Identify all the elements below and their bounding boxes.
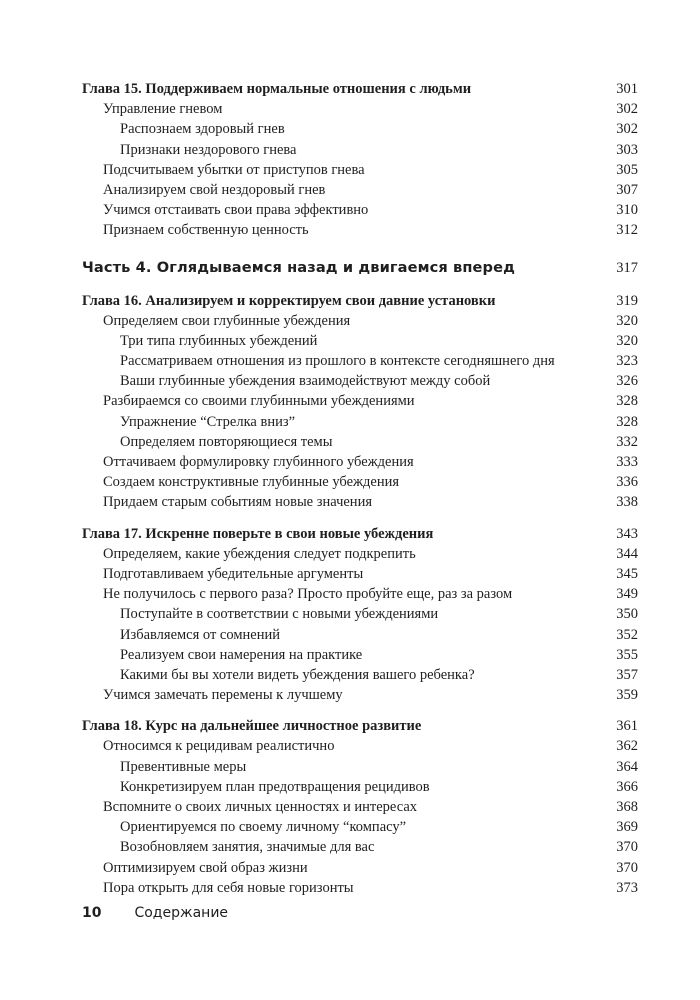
- toc-entry-title: Рассматриваем отношения из прошлого в контексте сегодняшнего дня: [120, 353, 555, 370]
- toc-entry-title: Подсчитываем убытки от приступов гнева: [103, 161, 365, 178]
- toc-page-number: 364: [616, 758, 638, 775]
- toc-page-number: 303: [616, 141, 638, 158]
- toc-entry-title: Определяем повторяющиеся темы: [120, 433, 333, 450]
- toc-entry-title: Оттачиваем формулировку глубинного убеждения: [103, 454, 414, 470]
- toc-chapter-18[interactable]: [82, 716, 638, 736]
- toc-entry[interactable]: [82, 220, 638, 240]
- toc-entry-title: Какими бы вы хотели видеть убеждения вашего ребенка?: [120, 666, 475, 683]
- toc-entry-title: Управление гневом: [103, 101, 223, 118]
- toc-entry-title: Признаем собственную ценность: [103, 222, 309, 239]
- toc-subentry[interactable]: [82, 351, 638, 371]
- toc-entry[interactable]: [82, 180, 638, 200]
- toc-page-number: 349: [616, 586, 638, 603]
- toc-page-number: 328: [616, 393, 638, 410]
- toc-page-number: 310: [616, 202, 638, 219]
- toc-page-number: 355: [616, 646, 638, 663]
- toc-subentry[interactable]: [82, 119, 638, 139]
- toc-chapter-15[interactable]: [82, 79, 638, 99]
- toc-entry[interactable]: [82, 858, 638, 878]
- toc-entry-title: Глава 15. Поддерживаем нормальные отношения с людьми: [82, 81, 472, 97]
- footer-page-number: 10: [82, 905, 102, 921]
- toc-page-number: 357: [616, 666, 638, 683]
- toc-entry[interactable]: [82, 391, 638, 411]
- toc-entry-title: Не получилось с первого раза? Просто пробуйте еще, раз за разом: [103, 586, 513, 603]
- toc-entry-title: Конкретизируем план предотвращения рецидивов: [120, 778, 430, 795]
- toc-page-number: 323: [616, 353, 638, 370]
- toc-subentry[interactable]: [82, 371, 638, 391]
- toc-entry[interactable]: [82, 685, 638, 705]
- toc-subentry[interactable]: [82, 604, 638, 624]
- toc-entry-title: Учимся замечать перемены к лучшему: [103, 687, 343, 704]
- toc-entry-title: Реализуем свои намерения на практике: [120, 646, 363, 663]
- toc-entry-title: Избавляемся от сомнений: [120, 626, 280, 643]
- toc-page-number: 332: [616, 433, 638, 450]
- toc-page-number: 328: [616, 413, 638, 430]
- toc-page-number: 320: [616, 312, 638, 329]
- spacer: [82, 241, 638, 256]
- toc-subentry[interactable]: [82, 777, 638, 797]
- toc-page-number: 369: [616, 819, 638, 836]
- toc-page-number: 350: [616, 606, 638, 623]
- toc-entry-title: Три типа глубинных убеждений: [120, 332, 318, 349]
- toc-entry[interactable]: [82, 544, 638, 564]
- toc-page-number: 359: [616, 687, 638, 704]
- toc-chapter-16[interactable]: [82, 291, 638, 311]
- toc-entry[interactable]: [82, 160, 638, 180]
- toc-page-number: 343: [616, 525, 638, 542]
- toc-chapter-17[interactable]: [82, 524, 638, 544]
- toc-entry-title: Ориентируемся по своему личному “компасу”: [120, 819, 407, 836]
- toc-page-number: 368: [616, 799, 638, 815]
- toc-entry-title: Поступайте в соответствии с новыми убеждениями: [120, 606, 439, 623]
- toc-entry[interactable]: [82, 584, 638, 604]
- toc-entry[interactable]: [82, 311, 638, 331]
- toc-entry-title: Создаем конструктивные глубинные убеждения: [103, 474, 400, 491]
- toc-page-number: 312: [616, 222, 638, 239]
- toc-page-number: 366: [616, 778, 638, 795]
- toc-page-number: 305: [616, 161, 638, 178]
- toc-entry-title: Глава 17. Искренне поверьте в свои новые убеждения: [82, 525, 434, 542]
- toc-page-number: 336: [616, 474, 638, 491]
- toc-entry-title: Придаем старым событиям новые значения: [103, 494, 373, 511]
- toc-subentry[interactable]: [82, 837, 638, 857]
- toc-entry[interactable]: [82, 472, 638, 492]
- toc-subentry[interactable]: [82, 412, 638, 432]
- toc-subentry[interactable]: [82, 331, 638, 351]
- toc-entry-title: Глава 18. Курс на дальнейшее личностное развитие: [82, 718, 422, 735]
- toc-entry-title: Распознаем здоровый гнев: [120, 121, 285, 138]
- toc-entry-title: Разбираемся со своими глубинными убеждениями: [103, 393, 415, 410]
- toc-entry[interactable]: [82, 99, 638, 119]
- toc-page-number: 370: [616, 839, 638, 856]
- toc-page-number: 302: [616, 101, 638, 118]
- toc-page-number: 344: [616, 545, 638, 562]
- toc-page-number: 317: [616, 259, 638, 276]
- toc-entry[interactable]: [82, 878, 638, 898]
- toc-page-number: 319: [616, 292, 638, 309]
- toc-part-title: Часть 4. Оглядываемся назад и двигаемся вперед: [82, 258, 515, 276]
- toc-entry-title: Определяем, какие убеждения следует подкрепить: [103, 545, 416, 562]
- toc-page-number: 361: [616, 718, 638, 735]
- toc-entry-title: Пора открыть для себя новые горизонты: [103, 879, 354, 896]
- toc-entry-title: Учимся отстаивать свои права эффективно: [103, 202, 369, 219]
- toc-page-number: 333: [616, 454, 638, 470]
- toc-part-4[interactable]: [82, 256, 638, 280]
- toc-entry-title: Превентивные меры: [120, 758, 247, 775]
- toc-page-number: 301: [616, 81, 638, 97]
- toc-entry-title: Признаки нездорового гнева: [120, 141, 297, 158]
- toc-subentry[interactable]: [82, 817, 638, 837]
- toc-page-number: 352: [616, 626, 638, 643]
- toc-page-number: 326: [616, 373, 638, 390]
- toc-entry[interactable]: [82, 736, 638, 756]
- toc-subentry[interactable]: [82, 432, 638, 452]
- toc-entry-title: Оптимизируем свой образ жизни: [103, 859, 308, 876]
- toc-page-number: 320: [616, 332, 638, 349]
- toc-entry[interactable]: [82, 564, 638, 584]
- toc-subentry[interactable]: [82, 645, 638, 665]
- spacer: [82, 280, 638, 291]
- spacer: [82, 705, 638, 716]
- toc-entry[interactable]: [82, 797, 638, 817]
- toc-subentry[interactable]: [82, 140, 638, 160]
- toc-entry[interactable]: [82, 452, 638, 472]
- toc-subentry[interactable]: [82, 757, 638, 777]
- toc-page-number: 302: [616, 121, 638, 138]
- toc-page-number: 338: [616, 494, 638, 511]
- toc-page-number: 373: [616, 879, 638, 896]
- toc-entry-title: Глава 16. Анализируем и корректируем свои давние установки: [82, 292, 496, 309]
- footer-section-title: Содержание: [134, 905, 229, 921]
- table-of-contents: [82, 79, 638, 898]
- toc-entry-title: Относимся к рецидивам реалистично: [103, 738, 335, 755]
- spacer: [82, 513, 638, 524]
- toc-entry-title: Вспомните о своих личных ценностях и интересах: [103, 799, 418, 815]
- toc-entry-title: Возобновляем занятия, значимые для вас: [120, 839, 375, 856]
- toc-entry-title: Подготавливаем убедительные аргументы: [103, 565, 364, 582]
- toc-subentry[interactable]: [82, 625, 638, 645]
- toc-page-number: 307: [616, 181, 638, 198]
- toc-page-number: 370: [616, 859, 638, 876]
- toc-page-number: 362: [616, 738, 638, 755]
- toc-entry-title: Анализируем свой нездоровый гнев: [103, 181, 326, 198]
- toc-entry-title: Ваши глубинные убеждения взаимодействуют между собой: [120, 373, 491, 390]
- toc-entry-title: Упражнение “Стрелка вниз”: [120, 413, 295, 430]
- page-footer: [82, 902, 228, 924]
- toc-entry[interactable]: [82, 200, 638, 220]
- toc-entry-title: Определяем свои глубинные убеждения: [103, 312, 351, 329]
- toc-page-number: 345: [616, 565, 638, 582]
- toc-subentry[interactable]: [82, 665, 638, 685]
- toc-entry[interactable]: [82, 492, 638, 512]
